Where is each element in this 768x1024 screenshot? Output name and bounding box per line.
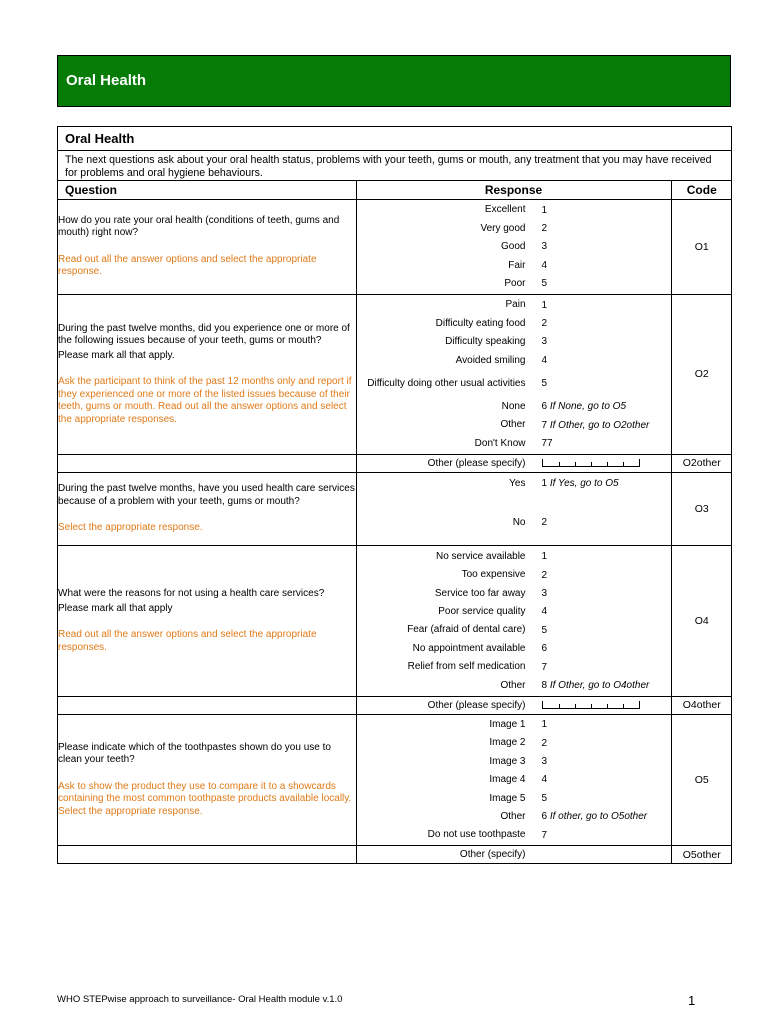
specify-row [58,696,732,714]
question-subtext: Please mark all that apply [58,602,173,614]
response-label: Difficulty speaking [445,336,526,348]
response-code [542,278,671,289]
response-option[interactable] [357,826,671,844]
response-label: Excellent [484,204,526,216]
response-code-value: 1 [541,299,548,311]
question-row [58,546,732,696]
response-code-value: 4 [541,606,548,618]
specify-question-cell [58,696,356,714]
question-text: During the past twelve months, did you experience one or more of the following issues because of your teeth, gums or mouth? [58,322,350,347]
response-code [542,830,671,841]
specify-code: O2other [671,454,732,472]
question-cell [58,200,356,295]
form-header [58,127,731,151]
response-code-value: 1 [541,478,548,490]
response-label: Poor service quality [438,606,526,618]
response-label: Service too far away [434,587,526,599]
question-row [58,200,732,295]
specify-response-cell [356,696,671,714]
response-option[interactable] [357,676,671,694]
response-label: Image 1 [489,719,526,731]
question-text: Please indicate which of the toothpastes shown do you use to clean your teeth? [58,741,331,766]
response-label: Fear (afraid of dental care) [407,624,526,636]
response-option[interactable] [357,771,671,789]
specify-label: Other (specify) [459,849,526,861]
response-option[interactable] [357,201,671,219]
response-label: Don't Know [474,437,526,449]
response-label: Pain [505,299,526,311]
oral-health-form [57,126,732,864]
response-code [542,355,671,366]
response-option[interactable] [357,658,671,676]
interviewer-instruction: Ask to show the product they use to compare it to a showcards containing the most common toothpaste products available locally. Select the appropriate response. [58,780,352,817]
response-cell [356,294,671,454]
question-code: O5 [671,714,732,846]
question-subtext: Please mark all that apply. [58,349,175,361]
skip-instruction: If Other, go to O4other [549,679,650,691]
response-label: Fair [508,259,526,271]
response-label: Do not use toothpaste [427,829,526,841]
response-code-value: 2 [541,223,548,235]
response-code [542,811,671,822]
question-text: What were the reasons for not using a health care services? [58,588,325,600]
specify-response-cell [356,846,671,864]
response-code [542,438,671,449]
response-code-value: 4 [541,774,548,786]
response-code-value: 5 [541,624,548,636]
response-option[interactable] [357,275,671,293]
response-code [542,260,671,271]
response-code [542,570,671,581]
response-code [542,643,671,654]
response-label: Image 3 [489,755,526,767]
response-code-value: 8 [541,679,548,691]
response-label: Yes [509,478,526,490]
response-code [542,205,671,216]
response-label: Poor [504,278,526,289]
interviewer-instruction: Select the appropriate response. [58,522,203,534]
response-code [542,336,671,347]
skip-instruction: If other, go to O5other [549,811,648,823]
response-code-value: 6 [541,811,548,823]
response-code-value: 5 [541,278,548,290]
response-code [542,680,671,691]
response-option[interactable] [357,256,671,274]
response-option[interactable] [357,513,671,531]
response-code [542,241,671,252]
response-option[interactable] [357,434,671,452]
response-code-value: 1 [541,719,548,731]
response-code [542,478,671,489]
response-code-value: 3 [541,336,548,348]
specify-code: O4other [671,696,732,714]
form-title: Oral Health [65,131,135,146]
response-cell [356,200,671,295]
response-code-value: 7 [541,829,548,841]
specify-response-cell [356,454,671,472]
specify-label: Other (please specify) [427,457,526,469]
response-option[interactable] [357,603,671,621]
response-code [542,738,671,749]
question-row [58,472,732,546]
response-code-value: 6 [541,643,548,655]
specify-text-field[interactable] [542,459,640,467]
response-code-value: 6 [541,401,548,413]
question-text: During the past twelve months, have you used health care services because of a problem with your teeth, gums or mouth? [58,483,355,507]
response-code-value: 1 [541,204,548,216]
response-option[interactable] [357,238,671,256]
response-label: No [512,516,526,528]
response-code-value: 7 [541,419,548,431]
response-option[interactable] [357,639,671,657]
specify-text-field[interactable] [542,701,640,709]
question-code: O4 [671,546,732,696]
response-code [542,588,671,599]
column-header-response: Response [356,181,671,200]
page-number: 1 [688,993,696,1008]
response-option[interactable] [357,370,671,398]
column-header-question: Question [58,181,356,200]
response-option[interactable] [357,808,671,826]
skip-instruction: If Other, go to O2other [549,419,650,431]
response-label: Difficulty eating food [435,317,526,329]
response-label: Good [501,241,526,253]
question-code: O3 [671,472,732,546]
response-label: Image 2 [489,737,526,749]
response-code-value: 7 [541,661,548,673]
response-label: Other [500,810,526,822]
response-label: Relief from self medication [407,661,526,673]
response-option[interactable] [357,734,671,752]
response-label: Image 5 [489,792,526,804]
response-option[interactable] [357,621,671,639]
response-option[interactable] [357,416,671,434]
response-option[interactable] [357,296,671,314]
response-code [542,401,671,412]
response-cell [356,546,671,696]
response-code-value: 3 [541,241,548,253]
response-code [542,774,671,785]
response-code-value: 5 [541,792,548,804]
response-code [542,606,671,617]
response-option[interactable] [357,398,671,416]
response-option[interactable] [357,752,671,770]
question-cell [58,714,356,846]
response-code-value: 2 [541,569,548,581]
form-intro: The next questions ask about your oral health status, problems with your teeth, gums or mouth, any treatment that you may have received for problems and oral hygiene behaviours. [58,151,731,181]
response-option[interactable] [357,219,671,237]
response-label: None [501,400,526,412]
response-code [542,625,671,636]
specify-question-cell [58,846,356,864]
question-cell [58,472,356,546]
question-code: O2 [671,294,732,454]
response-label: No appointment available [412,642,526,654]
response-option[interactable] [357,314,671,332]
response-label: Difficulty doing other usual activities [367,377,526,389]
response-label: Other [500,419,526,431]
response-code [542,756,671,767]
response-option[interactable] [357,333,671,351]
response-code-value: 4 [541,259,548,271]
response-code-value: 4 [541,354,548,366]
footer-text: WHO STEPwise approach to surveillance- Oral Health module v.1.0 [57,994,343,1005]
response-code [542,551,671,562]
response-cell [356,472,671,546]
response-label: Avoided smiling [455,354,526,366]
response-code [542,300,671,311]
response-code [542,793,671,804]
response-option[interactable] [357,475,671,493]
response-label: Very good [480,222,526,234]
response-option[interactable] [357,716,671,734]
interviewer-instruction: Read out all the answer options and select the appropriate responses. [58,629,317,653]
specify-label: Other (please specify) [427,699,526,711]
response-cell [356,714,671,846]
column-header-code: Code [671,181,732,200]
specify-code: O5other [671,846,732,864]
interviewer-instruction: Ask the participant to think of the past 12 months only and report if they experienced one or more of the listed issues because of their teeth, gums or mouth. Read out all the answer options and select the appropriate responses. [58,376,352,425]
column-header-row [58,181,732,200]
interviewer-instruction: Read out all the answer options and select the appropriate response. [58,253,317,278]
question-cell [58,294,356,454]
banner-title: Oral Health [66,72,147,89]
response-code-value: 3 [541,756,548,768]
response-option[interactable] [357,584,671,602]
response-code [542,662,671,673]
response-option[interactable] [357,789,671,807]
response-option[interactable] [357,351,671,369]
response-label: No service available [436,550,526,562]
response-label: Image 4 [489,774,526,786]
specify-question-cell [58,454,356,472]
response-code-value: 2 [541,318,548,330]
question-row [58,294,732,454]
response-code [542,223,671,234]
response-code [542,378,671,389]
response-option[interactable] [357,547,671,565]
skip-instruction: If Yes, go to O5 [549,478,619,490]
skip-instruction: If None, go to O5 [549,401,627,413]
response-code-value: 2 [541,737,548,749]
response-code [542,318,671,329]
specify-row [58,454,732,472]
question-cell [58,546,356,696]
response-code-value: 2 [541,516,548,528]
response-code [542,517,671,528]
question-row [58,714,732,846]
specify-row [58,846,732,864]
response-code-value: 5 [541,378,548,390]
response-option[interactable] [357,566,671,584]
response-code-value: 3 [541,587,548,599]
response-code-value: 77 [541,437,553,449]
response-label: Other [500,679,526,691]
question-code: O1 [671,200,732,295]
response-label: Too expensive [461,569,526,581]
section-banner [57,55,731,107]
response-code [542,420,671,431]
response-code [542,719,671,730]
question-text: How do you rate your oral health (conditions of teeth, gums and mouth) right now? [58,214,340,239]
response-code-value: 1 [541,551,548,563]
questions-table [58,181,732,863]
